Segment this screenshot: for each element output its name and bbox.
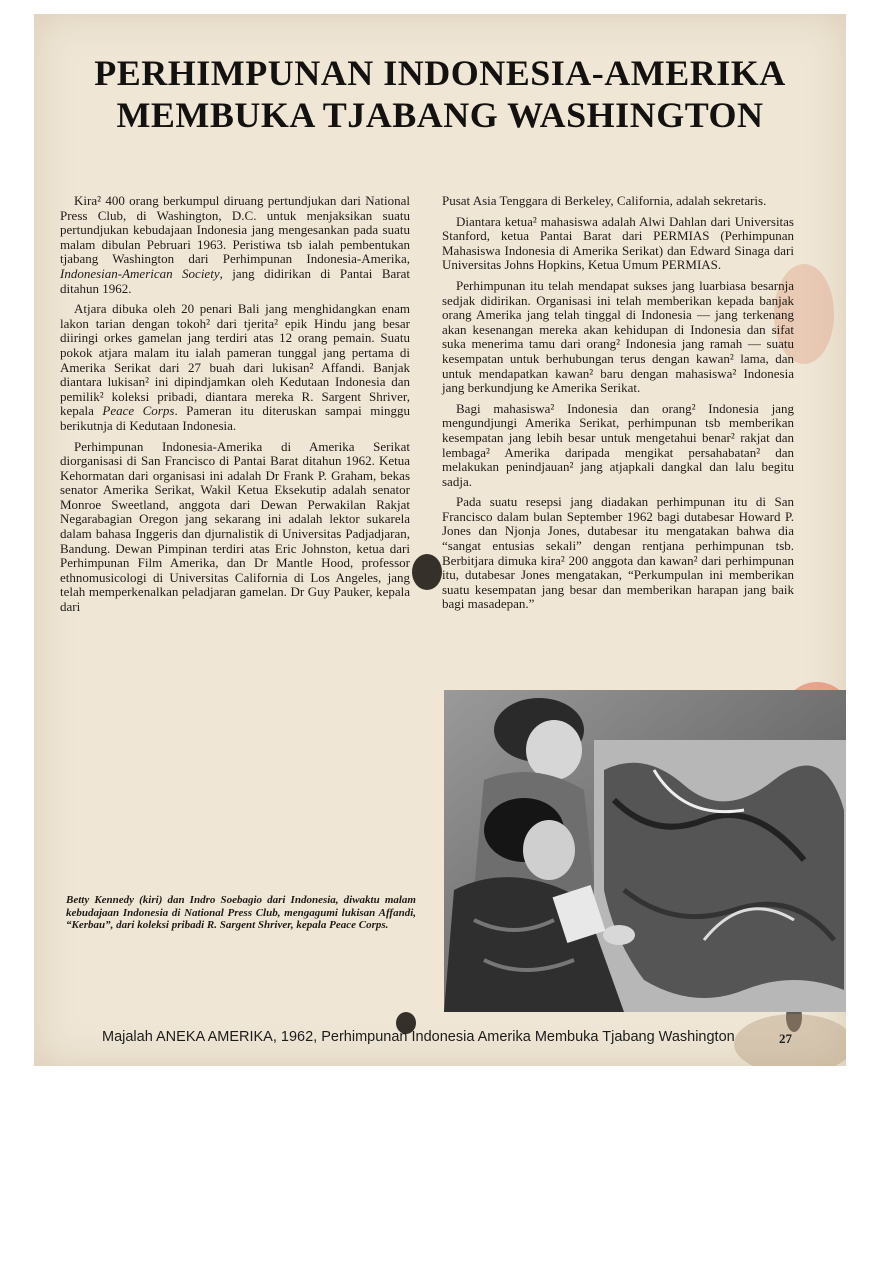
footer-source: Majalah ANEKA AMERIKA, 1962, Perhimpunan Indonesia Amerika Membuka Tjabang Washington (102, 1029, 735, 1045)
article-photo (444, 690, 846, 1012)
title-line-1: PERHIMPUNAN INDONESIA-AMERIKA (94, 53, 786, 93)
paragraph: Diantara ketua² mahasiswa adalah Alwi Dahlan dari Universitas Stanford, ketua Pantai Barat dari PERMIAS (Perhimpunan Mahasiswa Indonesia di Amerika Serikat) dan Edward Sinaga dari Universitas Johns Hopkins, Ketua Umum PERMIAS. (442, 213, 794, 273)
magazine-page (34, 14, 846, 1066)
paragraph: Perhimpunan itu telah mendapat sukses jang luarbiasa besarnja sedjak didirikan. Organisasi ini telah memberikan kepada banjak orang Amerika jang telah tinggal di Indonesia — jang terkenang akan kesenangan mereka akan kehidupan di Indonesia dan sifat suka menerima tamu dari orang² Indonesia jang ramah — suatu kesempatan untuk berhubungan terus dengan kawan² lama, dan untuk mendapatkan kawan² baru dengan mahasiswa² Indonesia jang berkundjung ke Amerika Serikat. (442, 277, 794, 396)
paragraph: Kira² 400 orang berkumpul diruang pertundjukan dari National Press Club, di Washington, D.C. untuk menjaksikan suatu pertundjukan kebudajaan Indonesia jang mengesankan pada suatu malam dibulan Pebruari 1963. Peristiwa tsb ialah pembentukan tjabang Washington dari Perhimpunan Indonesia-Amerika, Indonesian-American Society, jang didirikan di Pantai Barat ditahun 1962. (60, 193, 410, 296)
photo-caption: Betty Kennedy (kiri) dan Indro Soebagio dari Indonesia, diwaktu malam kebudajaan Indonesia di National Press Club, mengagumi lukisan Affandi, “Kerbau”, dari koleksi pribadi R. Sargent Shriver, kepala Peace Corps. (66, 894, 416, 931)
left-column (60, 194, 410, 621)
right-column (442, 194, 794, 618)
photo-illustration (444, 690, 846, 1012)
paragraph: Atjara dibuka oleh 20 penari Bali jang menghidangkan enam lakon tarian dengan tokoh² dari tjerita² epik Hindu jang besar diiringi orkes gamelan jang terdiri atas 12 orang pemain. Suatu pokok atjara malam itu ialah pameran tunggal jang pertama di Amerika Serikat dari 27 buah dari lukisan² Affandi. Banjak diantara lukisan² ini dipindjamkan oleh Kedutaan Indonesia dan pemilik² koleksi pribadi, diantara mereka R. Sargent Shriver, kepala Peace Corps. Pameran itu diteruskan sampai minggu berikutnja di Kedutaan Indonesia. (60, 301, 411, 433)
title-line-2: MEMBUKA TJABANG WASHINGTON (116, 95, 764, 135)
page-number: 27 (779, 1031, 792, 1046)
paragraph: Pusat Asia Tenggara di Berkeley, California, adalah sekretaris. (442, 193, 767, 208)
paragraph: Pada suatu resepsi jang diadakan perhimpunan itu di San Francisco dalam bulan September 1962 bagi dutabesar Howard P. Jones dan Njonja Jones, dutabesar itu mengatakan bahwa dia “sangat entusias sekali” dengan rentjana perhimpunan tsb. Berbitjara dimuka kira² 200 anggota dan kawan² dari perhimpunan itu, dutabesar Jones mengatakan, “Perkumpulan ini memberikan suatu kesempatan jang besar dan memberikan harapan jang baik bagi masadepan.” (442, 494, 794, 612)
article-title (34, 52, 846, 136)
stain-ink-blot (412, 554, 442, 590)
paragraph: Bagi mahasiswa² Indonesia dan orang² Indonesia jang mengundjungi Amerika Serikat, perhimpunan tsb memberikan kesempatan jang lebih besar untuk mengetahui benar² rakjat dan lembaga² Amerika daripada mengikat persahabatan² dan melakukan penindjauan² jang atjapkali dangkal dan lalu begitu sadja. (442, 400, 794, 489)
paragraph: Perhimpunan Indonesia-Amerika di Amerika Serikat diorganisasi di San Francisco di Pantai Barat ditahun 1962. Ketua Kehormatan dari organisasi ini adalah Dr Frank P. Graham, bekas senator Amerika Serikat, Wakil Ketua Eksekutip adalah senator Monroe Sweetland, anggota dari Dewan Perwakilan Rakjat Negarabagian Oregon jang sekarang ini adalah lektor sukarela dalam bahasa Inggeris dan djurnalistik di Universitas Padjadjaran, Bandung. Dewan Pimpinan terdiri atas Eric Johnston, ketua dari Perhimpunan Film Amerika, dan Dr Mantle Hood, professor ethnomusicologi di Universitas California di Los Angeles, jang telah memperkenalkan peladjaran gamelan. Dr Guy Pauker, kepala dari (60, 438, 410, 615)
